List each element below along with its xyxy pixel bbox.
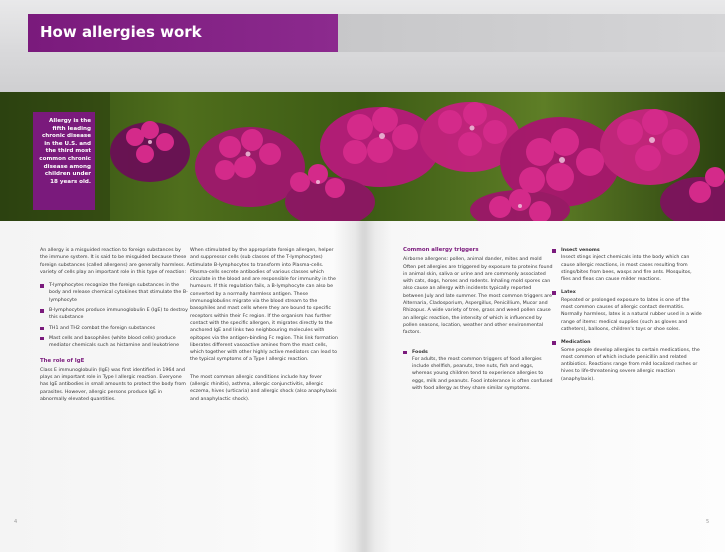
page-number-right: 5: [706, 519, 710, 525]
insect-venoms-heading: Insect venoms: [552, 247, 702, 254]
insect-paragraph: Insect stings inject chemicals into the body which can cause allergic reactions, in most cases resulting from stings/bites from bees, wasps and fire ants. Mosquitos, flies and fleas can cause milder reactions.: [561, 255, 692, 283]
page-title: How allergies work: [40, 23, 202, 41]
mechanism-paragraph: When stimulated by the appropriate foreign allergen, helper and suppressor cells (sub classes of the T-lymphocytes) stimulate B-lymphocytes to transform into Plasma-cells. Plasma-cells secrete antibodies of various classes which circulate in the blood and are responsible for immunity in the humours. If this regulation fails, a B-lymphocyte can also be converted by a normally harmless antigen. These immunoglobulins migrate via the blood stream to the basophiles and mast cells where they are bound to specific receptors within their Fc region. If the organism has further contact with the specific allergen, it migrates directly to the anchored IgE and links two neighbouring molecules with epitopes via the antigen-binding Fc region. This link formation liberates different vasoactive amines from the mast cells, which together with other highly active mediators can lead to the typical symptoms of a Type I allergic reaction.: [190, 248, 338, 363]
conditions-paragraph: The most common allergic conditions include hay fever (allergic rhinitis), asthma, allergic conjunctivitis, allergic eczema, hives (urticaria) and allergic shock (also anaphylaxis and anaphylactic shock).: [190, 374, 337, 402]
foods-heading: Foods: [403, 349, 553, 356]
latex-heading: Latex: [552, 289, 702, 296]
phlox-flowers-image: [0, 92, 725, 221]
intro-paragraph: An allergy is a misguided reaction to foreign substances by the immune system. It is said to be misguided because these foreign substances (called allergens) are generally harmless. A variety of cells play an important role in this type of reaction:: [40, 248, 190, 275]
left-column-1: [40, 247, 190, 409]
left-column-2: [190, 247, 340, 409]
title-banner-extension: [338, 14, 725, 52]
title-banner: [28, 14, 338, 52]
flower-photo: [0, 92, 725, 221]
cell-bullet-list: [40, 282, 190, 349]
right-column-2: [552, 247, 702, 389]
page-number-left: 4: [14, 519, 18, 525]
pets-paragraph: Often pet allergies are triggered by exposure to proteins found in animal skin, saliva or urine and are commonly associated with cats, dogs, horses and rodents. Inhaling mold spores can also cause an allergy with incidents typically reported between July and late summer. The most common triggers are Alternaria, Cladosporium, Aspergillus, Penicillium, Mucor and Rhizopus. A wide variety of tree, grass and weed pollen cause an allergic reaction, the intensity of which is influenced by pollen seasons, location, weather and other environmental factors.: [403, 264, 553, 336]
foods-paragraph: For adults, the most common triggers of food allergies include shellfish, peanuts, tree nuts, fish and eggs, whereas young children tend to experience allergies to eggs, milk and peanuts. Food intolerance is often confused with food allergy as they share similar symptoms.: [412, 356, 553, 392]
subheading-role-of-ige: The role of IgE: [40, 357, 85, 364]
medication-paragraph: Some people develop allergies to certain medications, the most common of which include penicillin and related antibiotics. Reactions range from mild localized rashes or hives to life-threatening severe allergic reaction (anaphylaxis).: [561, 347, 700, 382]
airborne-paragraph: Airborne allergens: pollen, animal dander, mites and mold: [403, 257, 542, 263]
ige-paragraph: Class E immunoglobulin (IgE) was first identified in 1964 and plays an important role in Type I allergic reaction. Everyone has IgE antibodies in small amounts to protect the body from parasites. However, allergic persons produce IgE in abnormally elevated quantities.: [40, 367, 186, 403]
right-column-1: [403, 247, 553, 398]
callout-text: Allergy is the fifth leading chronic disease in the U.S. and the third most common chronic disease among children under 18 years old.: [39, 118, 91, 185]
subheading-common-triggers: Common allergy triggers: [403, 247, 479, 253]
bullet-item: B-lymphocytes produce immunoglobulin E (IgE) to destroy this substance: [40, 307, 190, 322]
page-gutter-shadow: [355, 221, 375, 552]
bullet-item: TH1 and TH2 combat the foreign substances: [40, 325, 190, 332]
bullet-item: T-lymphocytes recognize the foreign substances in the body and release chemical cytokines that stimulate the B-lymphocyte: [40, 282, 190, 304]
medication-heading: Medication: [552, 339, 702, 346]
latex-paragraph: Repeated or prolonged exposure to latex is one of the most common causes of allergic contact dermatitis. Normally harmless, latex is a natural rubber used in a wide range of items: medical supplies (such as gloves and catheters), balloons, children's toys or shoe soles.: [561, 297, 702, 332]
statistic-callout: [33, 112, 95, 210]
bullet-item: Mast cells and basophiles (white blood cells) produce mediator chemicals such as histamine and leukotriene: [40, 335, 190, 350]
